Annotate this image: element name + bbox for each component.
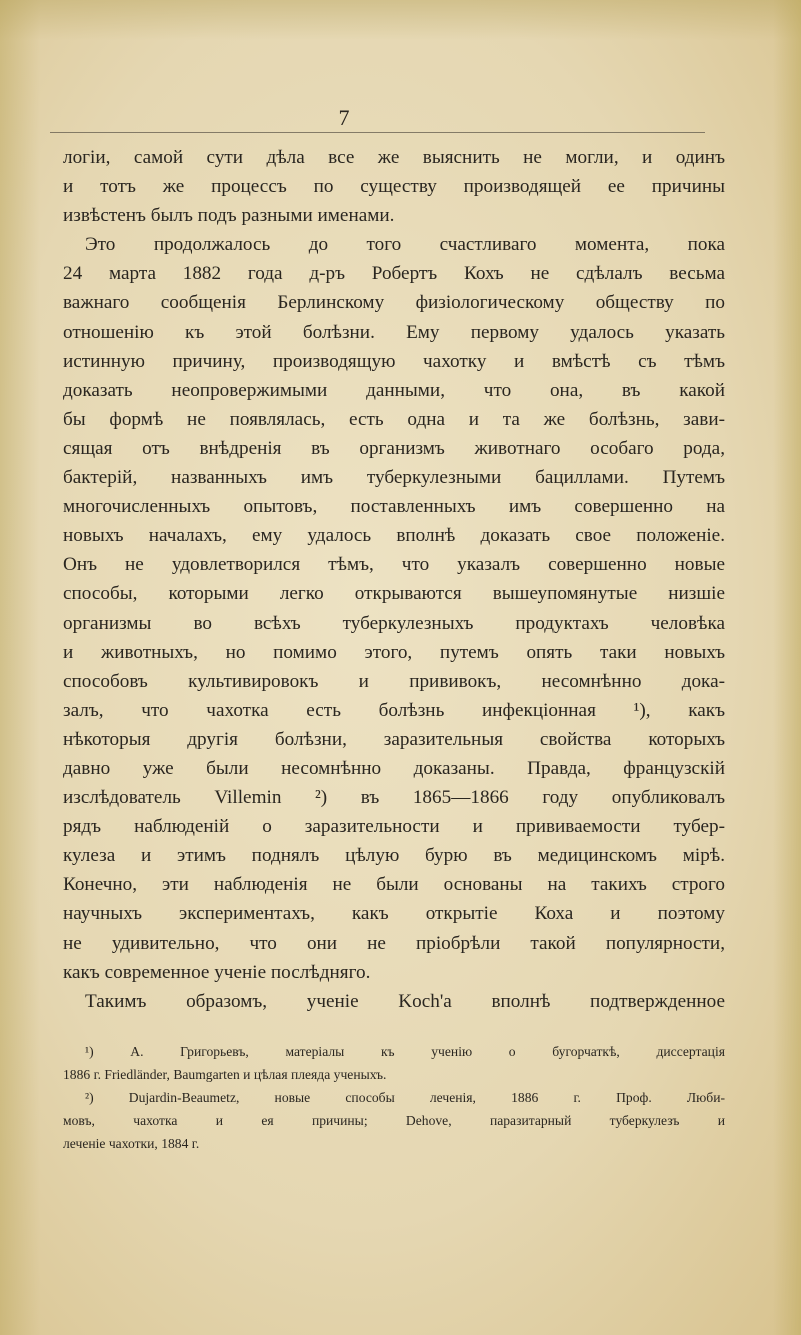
text-line: залъ, что чахотка есть болѣзнь инфекціонная ¹), какъ <box>63 699 725 721</box>
text-line: давно уже были несомнѣнно доказаны. Правда, французскій <box>63 757 725 779</box>
footnote-line: 1886 г. Friedländer, Baumgarten и цѣлая плеяда ученыхъ. <box>63 1067 387 1082</box>
text-line: не удивительно, что они не пріобрѣли такой популярности, <box>63 932 725 954</box>
text-line: организмы во всѣхъ туберкулезныхъ продуктахъ человѣка <box>63 612 725 634</box>
text-line: сящая отъ внѣдренія въ организмъ животнаго особаго рода, <box>63 437 725 459</box>
text-line: кулеза и этимъ поднялъ цѣлую бурю въ медицинскомъ мірѣ. <box>63 845 725 867</box>
text-line: способы, которыми легко открываются вышеупомянутые низшіе <box>63 583 725 605</box>
text-line: какъ современное ученіе послѣдняго. <box>63 961 371 983</box>
text-line: извѣстенъ былъ подъ разными именами. <box>63 205 395 227</box>
page-edge-shadow-top <box>0 0 801 40</box>
page-edge-shadow-left <box>0 0 40 1335</box>
text-line: нѣкоторыя другія болѣзни, заразительныя свойства которыхъ <box>63 728 725 750</box>
text-line: важнаго сообщенія Берлинскому физіологическому обществу по <box>63 292 725 314</box>
text-line: бактерій, названныхъ имъ туберкулезными бациллами. Путемъ <box>63 467 725 489</box>
text-line: Это продолжалось до того счастливаго момента, пока <box>85 234 725 256</box>
page-number: 7 <box>338 105 350 130</box>
page-edge-shadow-right <box>773 0 801 1335</box>
text-line: научныхъ экспериментахъ, какъ открытіе Коха и поэтому <box>63 903 725 925</box>
text-line: Конечно, эти наблюденія не были основаны на такихъ строго <box>63 874 725 896</box>
text-line: многочисленныхъ опытовъ, поставленныхъ имъ совершенно на <box>63 496 725 518</box>
text-line: 24 марта 1882 года д-ръ Робертъ Кохъ не сдѣлалъ весьма <box>63 263 725 285</box>
text-line: способовъ культивировокъ и прививокъ, несомнѣнно дока- <box>63 670 725 692</box>
footnote-line: леченіе чахотки, 1884 г. <box>63 1136 200 1151</box>
body-text <box>63 143 725 1016</box>
text-line: новыхъ началахъ, ему удалось вполнѣ доказать свое положеніе. <box>63 525 725 547</box>
text-line: Такимъ образомъ, ученіе Koch'а вполнѣ подтвержденное <box>85 990 725 1012</box>
text-line: доказать неопровержимыми данными, что она, въ какой <box>63 379 725 401</box>
text-line: логіи, самой сути дѣла все же выяснить не могли, и одинъ <box>63 147 725 168</box>
text-line: изслѣдователь Villemin ²) въ 1865—1866 году опубликовалъ <box>63 787 725 809</box>
text-line: и животныхъ, но помимо этого, путемъ опять таки новыхъ <box>63 641 725 663</box>
header-rule <box>50 132 705 133</box>
text-line: Онъ не удовлетворился тѣмъ, что указалъ совершенно новые <box>63 554 725 576</box>
footnote-line: мовъ, чахотка и ея причины; Dehove, паразитарный туберкулезъ и <box>63 1113 725 1128</box>
text-line: и тотъ же процессъ по существу производящей ее причины <box>63 176 725 198</box>
footnotes <box>63 1040 725 1155</box>
text-line: рядъ наблюденій о заразительности и прививаемости тубер- <box>63 816 725 838</box>
footnote-line: ¹) А. Григорьевъ, матеріалы къ ученію о бугорчаткѣ, диссертація <box>85 1044 725 1059</box>
text-line: отношенію къ этой болѣзни. Ему первому удалось указать <box>63 321 725 343</box>
text-line: истинную причину, производящую чахотку и вмѣстѣ съ тѣмъ <box>63 350 725 372</box>
footnote-line: ²) Dujardin-Beaumetz, новые способы леченія, 1886 г. Проф. Люби- <box>85 1090 725 1105</box>
text-line: бы формѣ не появлялась, есть одна и та же болѣзнь, зави- <box>63 408 725 430</box>
